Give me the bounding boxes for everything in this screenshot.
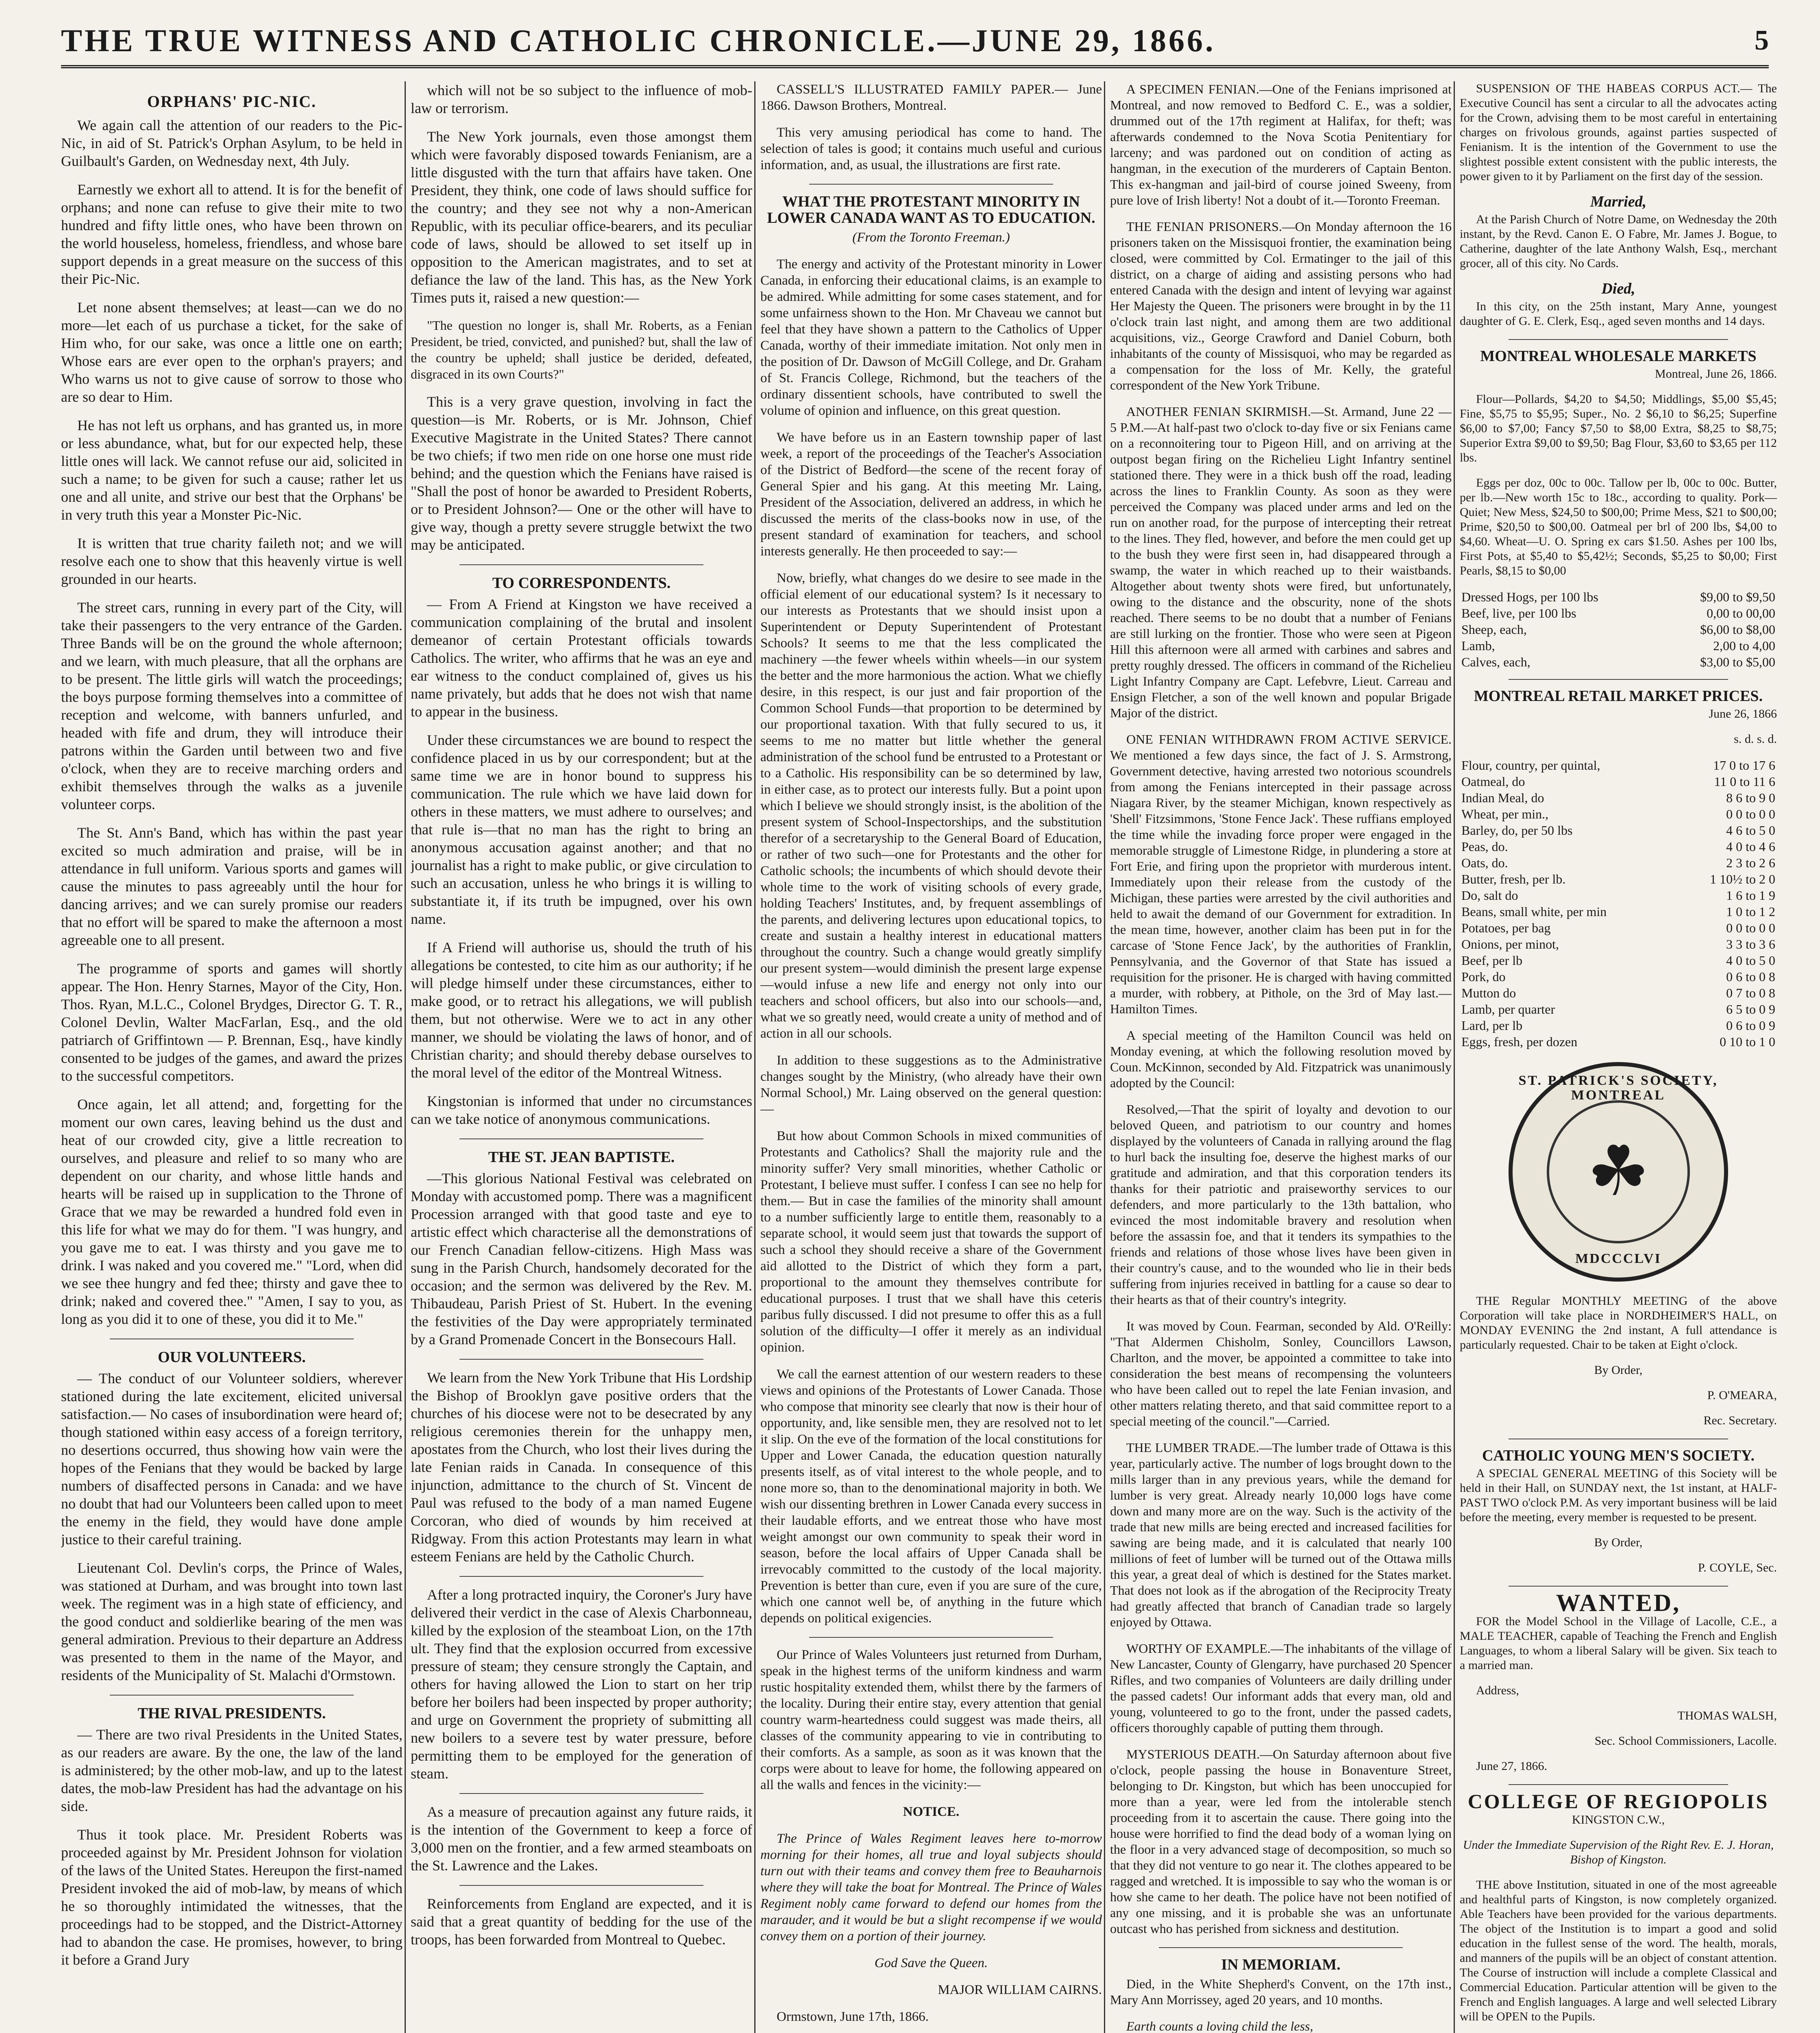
paragraph: Ormstown, June 17th, 1866. (777, 2009, 929, 2024)
price: 4 6 to 5 0 (1726, 823, 1775, 838)
item: Barley, do, per 50 lbs (1461, 823, 1573, 838)
price: 1 10½ to 2 0 (1710, 872, 1775, 886)
price: $6,00 to $8,00 (1700, 622, 1775, 637)
god-save-the-queen: God Save the Queen. (874, 1956, 988, 1970)
table-row (1460, 936, 1777, 952)
paragraph: Died, in the White Shepherd's Convent, on the 17th inst., Mary Ann Morrissey, aged 20 years, and 10 months. (1110, 1976, 1452, 2007)
price: 0 0 to 0 0 (1726, 921, 1775, 935)
table-row (1460, 920, 1777, 936)
article-heading-to-correspondents: TO CORRESPONDENTS. (492, 575, 671, 592)
price: 17 0 to 17 6 (1713, 758, 1775, 773)
item: Potatoes, per bag (1461, 921, 1551, 935)
paragraph: THE above Institution, situated in one of the most agreeable and healthful parts of Kingston, is now completely organized. Able Teachers have been provided for the various departments. The object of the Institution is to impart a good and solid education in the fullest sense of the word. The health, morals, and manners of the pupils will be an object of constant attention. The Course of instruction will include a complete Classical and Commercial Education. Particular attention will be given to the French and English languages. A large and well selected Library will be OPEN to the Pupils. (1460, 1878, 1777, 2023)
paragraph: ANOTHER FENIAN SKIRMISH.—St. Armand, June 22 — 5 P.M.—At half-past two o'clock to-day five or six Fenians came on a reconnoitering tour to Pigeon Hill, and on arriving at the outpost began firing on the Richelieu Light Infantry sentinel stationed there. They were in a thick bush off the road, leading across the lines to Franklin County. As soon as they were perceived the Company was placed under arms and led on the run on another road, for the purpose of intercepting their retreat to the lines. They fled, however, and before the men could get up to the bush they were first seen in, had disappeared through a swamp, the water in which reached up to their waistbands. Altogether about twenty shots were fired, but unfortunately, owing to the distance and the obscurity, none of the shots reached. There seems to be no doubt that a number of Fenians are still lurking on the frontier. Those who were seen at Pigeon Hill this afternoon were all armed with carbines and sabres and pretty roughly dressed. The officers in command of the Richelieu Light Infantry Company are Capt. Lefebvre, Lieut. Carreau and Ensign Fletcher, a son of the well known and popular Brigade Major of the district. (1110, 404, 1452, 720)
paragraph: MYSTERIOUS DEATH.—On Saturday afternoon about five o'clock, people passing the house in Bonaventure Street, belonging to Dr. Kingston, but which has been unoccupied for more than a year, were led from the intolerable stench proceeding from it to ascertain the cause. There going into the house were horrified to find the dead body of a woman lying on the floor in a very advanced stage of decomposition, so much so that they did not venture to go near it. The clothes appeared to be ragged and wretched. It is impossible to say who the woman is or how she came to her death. The police have not been notified of any one missing, and it is probable she was an unfortunate outcast who has perished from sickness and destitution. (1110, 1747, 1452, 1936)
memorial-poem (1110, 2018, 1452, 2033)
paragraph: But how about Common Schools in mixed communities of Protestants and Catholics? Shall the majority rule and the minority suffer? Very small minorities, whether Catholic or Protestant, I believe must suffer. I confess I can see no help for them.— But in case the families of the minority shall amount to a number sufficiently large to entitle them, reasonably to a separate school, it would seem just that towards the support of such a school they should receive a share of the Government aid allotted to the District of which they form a part, proportional to the amount they themselves contribute for educational purposes. I trust that we shall have this ceteris paribus fully discussed. I did not presume to offer this as a full solution of the difficulty—I offer it merely as an individual opinion. (760, 1129, 1102, 1355)
shamrock-icon: ☘ (1547, 1100, 1690, 1243)
paragraph: The energy and activity of the Protestant minority in Lower Canada, in enforcing their educational claims, is an example to be admired. While admitting for some cases statement, and for some unfairness shown to the Hon. Mr Chaveau we cannot but feel that they have shown a pattern to the Catholics of Upper Canada, worthy of their immediate imitation. Not only men in the position of Dr. Dawson of McGill College, and Dr. Graham of St. Francis College, Richmond, but the teachers of the ordinary dissentient schools, have contributed to swell the volume of opinion and influence, on this great question. (760, 257, 1102, 418)
column-rule (1454, 81, 1455, 2033)
paragraph: At the Parish Church of Notre Dame, on Wednesday the 20th instant, by the Revd. Canon E. O Fabre, Mr. James J. Bogue, to Catherine, daughter of the late Anthony Walsh, Esq., merchant grocer, all of this city. No Cards. (1460, 213, 1777, 270)
table-row (1460, 806, 1777, 822)
table-row (1460, 654, 1777, 670)
paragraph: The Prince of Wales Regiment leaves here to-morrow morning for their homes, all true and loyal subjects should turn out with their teams and convey them free to Beauharnois where they will take the boat for Montreal. The Prince of Wales Regiment nobly came forward to defend our homes from the marauder, and it would be but a slight recompense if we would convey them on a portion of their journey. (760, 1831, 1102, 1944)
by-order: By Order, (1594, 1363, 1643, 1377)
item: Oatmeal, do (1461, 774, 1525, 789)
article-heading-our-volunteers: OUR VOLUNTEERS. (158, 1349, 306, 1366)
heading-married: Married, (1590, 193, 1647, 210)
separator (1159, 1947, 1403, 1948)
paragraph: Thus it took place. Mr. President Roberts was proceeded against by Mr. President Johnson for violation of the laws of the United States. Hereupon the first-named President invoked the aid of mob-law, by means of which he so thoroughly intimidated the witnesses, that the proceedings had to be stopped, and the District-Attorney had to abandon the case. He promises, however, to bring it before a Grand Jury (61, 1826, 403, 1968)
price: 2,00 to 4,00 (1713, 638, 1775, 653)
item: Beef, per lb (1461, 953, 1523, 968)
ad-date: June 27, 1866. (1476, 1759, 1547, 1773)
paragraph: This is a very grave question, involving in fact the question—is Mr. Roberts, or is Mr. Johnson, Chief Executive Magistrate in the United States? There cannot be two chiefs; if two men ride on one horse one must ride behind; and the question which the Fenians have raised is "Shall the post of honor be awarded to President Roberts, or to President Johnson?— One or the other will have to give way, though a pretty severe struggle betwixt the two may be anticipated. (411, 394, 752, 553)
paragraph: The New York journals, even those amongst them which were favorably disposed towards Fenianism, are a little disgusted with the turn that affairs have taken. One President, they think, one code of laws should suffice for the country; and they see not why a non-American Republic, with its peculiar office-bearers, and its peculiar code of laws, should be allowed to set itself up in opposition to the American magistrates, and to set at defiance the law of the land. This has, as the New York Times puts it, raised a new question:— (411, 128, 752, 306)
table-row (1460, 638, 1777, 654)
paragraph: which will not be so subject to the influence of mob-law or terrorism. (411, 82, 752, 116)
article-heading-in-memoriam: IN MEMORIAM. (1221, 1956, 1341, 1973)
column-rule (754, 81, 755, 2033)
column-1 (61, 81, 403, 2033)
table-row (1460, 605, 1777, 621)
table-row (1460, 985, 1777, 1001)
price: 4 0 to 4 6 (1726, 839, 1775, 854)
market-date: June 26, 1866 (1709, 707, 1777, 720)
paragraph: Resolved,—That the spirit of loyalty and devotion to our beloved Queen, and patriotism to our country and homes displayed by the volunteers of Canada in rallying around the flag to hurl back the insulting foe, deserve the highest marks of our gratitude and admiration, and that this corporation tenders its thanks for their patriotic and praiseworthy services to our defenders, and more particularly to the 13th battalion, who evinced the most indomitable bravery and resolution when before the assassin foe, and that it tenders its sympathies to the friends and relations of those whose lives have been given in their country's cause, and to the wounded who lie in their beds suffering from injuries received in battling for a cause so dear to their hearts as that of their country's integrity. (1110, 1102, 1452, 1307)
price: $3,00 to $5,00 (1700, 655, 1775, 669)
table-row (1460, 1017, 1777, 1034)
page-number: 5 (1755, 25, 1769, 56)
paragraph: THE FENIAN PRISONERS.—On Monday afternoon the 16 prisoners taken on the Missisquoi frontier, the examination being closed, were committed by Col. Ermatinger to the jail of this district, on a charge of aiding and assisting persons who had entered Canada with the design and intent of levying war against Her Majesty the Queen. The prisoners were brought in by the 11 o'clock train last night, and among them are two additional acquisitions, viz., George Crawford and Daniel Coburn, both inhabitants of the county of Missisquoi, who may be regarded as a compensation for the loss of Mr. Kelly, the grateful correspondent of the New York Tribune. (1110, 219, 1452, 392)
separator (1509, 1586, 1728, 1587)
price: 8 6 to 9 0 (1726, 790, 1775, 805)
item: Calves, each, (1461, 655, 1530, 669)
item: Flour, country, per quintal, (1461, 758, 1600, 773)
college-supervision: Under the Immediate Supervision of the Right Rev. E. J. Horan, Bishop of Kingston. (1463, 1838, 1774, 1866)
item: Indian Meal, do (1461, 790, 1544, 805)
heading-wanted: WANTED, (1556, 1589, 1681, 1616)
item: Pork, do (1461, 969, 1506, 984)
paragraph: THE Regular MONTHLY MEETING of the above Corporation will take place in NORDHEIMER'S HALL, on MONDAY EVENING the 2nd instant, A full attendance is particularly requested. Chair to be taken at Eight o'clock. (1460, 1294, 1777, 1352)
item: Wheat, per min., (1461, 807, 1549, 821)
article-heading-st-jean-baptiste: THE ST. JEAN BAPTISTE. (488, 1149, 675, 1166)
column-4 (1110, 81, 1452, 2033)
paragraph: A SPECIMEN FENIAN.—One of the Fenians imprisoned at Montreal, and now removed to Bedford C. E., was a soldier, drummed out of the 17th regiment at Halifax, for theft; was afterwards condemned to the Nova Scotia Penitentiary for larceny; and was pardoned out on condition of acting as hangman, in the execution of the murderers of Captain Benton. This ex-hangman and jail-bird of course joined Sweeny, from pure love of Irish liberty! Not a doubt of it.—Toronto Freeman. (1110, 82, 1452, 207)
article-heading-orphans-picnic: ORPHANS' PIC-NIC. (147, 92, 317, 111)
price: 0 0 to 0 0 (1726, 807, 1775, 821)
heading-wholesale-markets: MONTREAL WHOLESALE MARKETS (1480, 348, 1757, 365)
paragraph: Let none absent themselves; at least—can we do no more—let each of us purchase a ticket, for the sake of Him who, for our sake, was once a little one on earth; Whose ears are ever open to the orphan's prayers; and Who warns us not to give cause of sorrow to those who are so dear to Him. (61, 299, 403, 405)
paragraph: It was moved by Coun. Fearman, seconded by Ald. O'Reilly: "That Aldermen Chisholm, Sonley, Councillors Lawson, Charlton, and the mover, be appointed a committee to take into consideration the best means of recompensing the volunteers who have been called out to repel the late Fenian invasion, and other matters relating thereto, and that said committee report to a special meeting of the council."—Carried. (1110, 1319, 1452, 1428)
item: Mutton do (1461, 986, 1516, 1000)
separator (459, 1576, 703, 1577)
paragraph: —This glorious National Festival was celebrated on Monday with accustomed pomp. There was a magnificent Procession arranged with that good taste and eye to artistic effect which characterise all the demonstrations of our French Canadian fellow-citizens. High Mass was sung in the Parish Church, handsomely decorated for the occasion; and the sermon was delivered by the Rev. M. Thibaudeau, Parish Priest of St. Hubert. In the evening the festivities of the Day were appropriately terminated by a Grand Promenade Concert in the Bonsecours Hall. (411, 1170, 752, 1347)
item: Dressed Hogs, per 100 lbs (1461, 590, 1598, 604)
paragraph: Flour—Pollards, $4,20 to $4,50; Middlings, $5,00 $5,45; Fine, $5,75 to $5,95; Super., No. 2 $6,10 to $6,25; Superfine $6,00 to $7,00; Fancy $7,50 to $8,00 Extra, $8,25 to $8,75; Superior Extra $9,00 to $9,50; Bag Flour, $3,60 to $3,65 per 112 lbs. (1460, 392, 1777, 464)
seal-year: MDCCCLVI (1575, 1251, 1661, 1266)
price: 0 6 to 0 8 (1726, 969, 1775, 984)
table-row (1460, 773, 1777, 790)
separator (809, 184, 1053, 185)
table-row (1460, 855, 1777, 871)
paragraph: The street cars, running in every part of the City, will take their passengers to the very entrance of the Garden. Three Bands will be on the ground the whole afternoon; and we learn, with much pleasure, that all the orphans are to be present. The little girls will watch the proceedings; the boys purpose forming themselves into a committee of reception and welcome, with banners unfurled, and headed with fife and drum, they will introduce their patrons within the Garden until between two and five o'clock, when they are to receive marching orders and exhibit themselves through the walks as a juvenile volunteer corps. (61, 599, 403, 812)
price: 0 7 to 0 8 (1726, 986, 1775, 1000)
paragraph: CASSELL'S ILLUSTRATED FAMILY PAPER.— June 1866. Dawson Brothers, Montreal. (760, 82, 1102, 113)
item: Eggs, fresh, per dozen (1461, 1034, 1578, 1049)
separator (110, 1695, 354, 1696)
table-row (1460, 621, 1777, 638)
paragraph: If A Friend will authorise us, should the truth of his allegations be contested, to cite him as our authority; if he will pledge himself under these circumstances, either to make good, or to retract his allegations, we will publish them, but not otherwise. Were we to act in any other manner, we should be violating the laws of honor, and of Christian charity; and should thereby debase ourselves to the moral level of the editor of the Montreal Witness. (411, 939, 752, 1081)
paragraph: Now, briefly, what changes do we desire to see made in the official element of our educational system? Is it necessary to our interests as Protestants that we should insist upon a Superintendent or Deputy Superintendent of Protestant Schools? It seems to me that the less complicated the machinery —the fewer wheels within wheels—in our system the better and the more harmonious the action. What we chiefly desire, in this respect, is our just and fair proportion of the Common School Funds—that proportion to be determined by our proportional taxation. With that fully secured to us, it seems to me no matter but little whether the general administration of the school fund be entrusted to a Protestant or to a Catholic. His responsibility can be so determined by law, in either case, as to protect our interests fully. But a point upon which I believe we should strongly insist, is the abolition of the present system of School-Inspectorships, and the substitution therefor of a secretaryship to the General Board of Education, or rather of two such—one for Protestants and the other for Catholic schools; the incumbents of which should devote their whole time to the work of visiting schools of every grade, holding Teachers' Institutes, and, by frequent assemblings of the parents, and delivering lectures upon educational topics, to create and sustain a healthy interest in educational matters throughout the country. Such a change would greatly simplify our present system—would diminish the present large expense—would infuse a new life and energy not only into our teachers and school officers, but also into our schools—and, what we so greatly need, would create a unity of method and of action in all our schools. (760, 571, 1102, 1041)
paragraph: Our Prince of Wales Volunteers just returned from Durham, speak in the highest terms of the uniform kindness and warm rustic hospitality extended them, whilst there by the farmers of the locality. During their entire stay, every attention that genial country warm-heartedness could suggest was made theirs, all classes of the community appearing to vie in contributing to their comforts. As a sample, as soon as it was known that the corps were about to leave for home, the following appeared on all the walls and fences in the vicinity:— (760, 1648, 1102, 1792)
table-row (1460, 790, 1777, 806)
heading-college-of-regiopolis: COLLEGE OF REGIOPOLIS (1467, 1790, 1769, 1813)
newspaper-title: THE TRUE WITNESS AND CATHOLIC CHRONICLE.—JUNE 29, 1866. (61, 23, 1216, 58)
table-row (1460, 757, 1777, 773)
signature: P. O'MEARA, (1707, 1389, 1777, 1402)
signature-role: Sec. School Commissioners, Lacolle. (1594, 1734, 1777, 1748)
price: 0 10 to 1 0 (1720, 1034, 1775, 1049)
signature: THOMAS WALSH, (1677, 1709, 1777, 1722)
price: $9,00 to $9,50 (1700, 590, 1775, 604)
paragraph: SUSPENSION OF THE HABEAS CORPUS ACT.— The Executive Council has sent a circular to all the advocates acting for the Crown, advising them to be most careful in entertaining charges on frivolous grounds, against parties suspected of Fenianism. It is the intention of the Government to use the slightest possible extent consistent with the public interests, the power given to it by Parliament on the first day of the session. (1460, 82, 1777, 183)
address-label: Address, (1476, 1684, 1519, 1697)
paragraph: A special meeting of the Hamilton Council was held on Monday evening, at which the following resolution moved by Coun. McKinnon, seconded by Ald. Fitzpatrick was unanimously adopted by the Council: (1110, 1028, 1452, 1090)
table-row (1460, 969, 1777, 985)
notice-heading: NOTICE. (903, 1804, 960, 1819)
price: 6 5 to 0 9 (1726, 1002, 1775, 1016)
paragraph: The St. Ann's Band, which has within the past year excited so much admiration and praise, will be in attendance in full uniform. Various sports and games will cause the minutes to pass agreeably until the hour for dancing arrives; and we can surely promise our readers that no effort will be spared to make the afternoon a most agreeable one to all present. (61, 825, 403, 948)
item: Peas, do. (1461, 839, 1508, 854)
heading-catholic-young-mens-society: CATHOLIC YOUNG MEN'S SOCIETY. (1482, 1447, 1755, 1464)
paragraph: We have before us in an Eastern township paper of last week, a report of the proceedings of the Teacher's Association of the District of Bedford—the scene of the recent foray of General Spier and his gang. At this meeting Mr. Laing, President of the Association, delivered an address, in which he discussed the merits of the class-books now in use, of the present standard of examination for teachers, and school interests generally. He then proceeded to say:— (760, 430, 1102, 559)
separator (1509, 1784, 1728, 1785)
paragraph: THE LUMBER TRADE.—The lumber trade of Ottawa is this year, particularly active. The number of logs brought down to the mills larger than in any previous years, while the demand for lumber is very great. Already nearly 10,000 logs have come down and many more are on the way. Such is the activity of the trade that new mills are being erected and increased facilities for sawing are being made, and it is calculated that nearly 100 millions of feet of lumber will be turned out of the Ottawa mills this year, a great deal of which is destined for the States market. That does not look as if the abrogation of the Reciprocity Treaty had greatly affected that branch of Canadian trade so largely enjoyed by Ottawa. (1110, 1440, 1452, 1629)
paragraph: This very amusing periodical has come to hand. The selection of tales is good; it contains much useful and curious information, and, as usual, the illustrations are first rate. (760, 125, 1102, 172)
item: Beef, live, per 100 lbs (1461, 606, 1576, 620)
separator (809, 1637, 1053, 1638)
item: Do, salt do (1461, 888, 1518, 903)
price: 1 0 to 1 2 (1726, 904, 1775, 919)
paragraph: Reinforcements from England are expected, and it is said that a great quantity of bedding for the use of the troops, has been forwarded from Montreal to Quebec. (411, 1896, 752, 1948)
column-2 (411, 81, 752, 2033)
table-row (1460, 589, 1777, 605)
paragraph: In this city, on the 25th instant, Mary Anne, youngest daughter of G. E. Clerk, Esq., aged seven months and 14 days. (1460, 300, 1777, 328)
paragraph: Under these circumstances we are bound to respect the confidence placed in us by our correspondent; but at the same time we are in honor bound to suppress his communication. The rule which we have laid down for others in these matters, we must adhere to ourselves; and that rule is—that no man has the right to bring an anonymous accusation against another; and that no journalist has a right to make public, or give circulation to such an accusation, unless he who brings it is willing to substantiate it, if its truth be impugned, over his own name. (411, 732, 752, 927)
price: 2 3 to 2 6 (1726, 855, 1775, 870)
paragraph: Kingstonian is informed that under no circumstances can we take notice of anonymous communications. (411, 1093, 752, 1127)
paragraph: — From A Friend at Kingston we have received a communication complaining of the brutal and insolent demeanor of certain Protestant officials towards Catholics. The writer, who affirms that he was an eye and ear witness to the conduct complained of, gives us his name privately, but adds that he does not wish that name to appear in the business. (411, 596, 752, 720)
paragraph: Lieutenant Col. Devlin's corps, the Prince of Wales, was stationed at Durham, and was brought into town last week. The regiment was in a high state of efficiency, and the good conduct and soldierlike bearing of the men was general admiration. Previous to their departure an Address was presented to them in the name of the Mayor, and residents of the Municipality of St. Malachi d'Ormstown. (61, 1560, 403, 1683)
seal-ring-text: ST. PATRICK'S SOCIETY, MONTREAL (1518, 1073, 1718, 1103)
paragraph: After a long protracted inquiry, the Coroner's Jury have delivered their verdict in the case of Alexis Charbonneau, killed by the explosion of the steamboat Lion, on the 17th ult. They find that the explosion occurred from excessive pressure of steam; they censure strongly the Captain, and others for having allowed the Lion to start on her trip before her boilers had been inspected by proper authority; and urge on Government the propriety of submitting all new boilers to a severe test by water pressure, before permitting them to be employed for the generation of steam. (411, 1587, 752, 1782)
table-row (1460, 903, 1777, 920)
paragraph: He has not left us orphans, and has granted us, in more or less abundance, what, but for our expected help, these little ones will lack. We cannot refuse our aid, solicited in such a name; to be given for such a cause; rather let us one and all unite, and strive our best that the Orphans' be in very truth this year a Monster Pic-Nic. (61, 417, 403, 523)
price: 4 0 to 5 0 (1726, 953, 1775, 968)
heading-died: Died, (1601, 280, 1635, 297)
column-rule (405, 81, 406, 2033)
price: 0 6 to 0 9 (1726, 1018, 1775, 1033)
signature-role: Rec. Secretary. (1703, 1414, 1777, 1427)
paragraph: WORTHY OF EXAMPLE.—The inhabitants of the village of New Lancaster, County of Glengarry, have purchased 20 Spencer Rifles, and two companies of Volunteers are daily drilling under the passed cadets! Our informant adds that every man, old and young, volunteered to go to the front, under the passed cadets, officers thoroughly capable of putting them through. (1110, 1641, 1452, 1735)
paragraph: It is written that true charity faileth not; and we will resolve each one to show that this heavenly virtue is well grounded in our hearts. (61, 535, 403, 587)
paragraph: The programme of sports and games will shortly appear. The Hon. Henry Starnes, Mayor of the City, Hon. Thos. Ryan, M.L.C., Colonel Brydges, Director G. T. R., Colonel Devlin, Walter MacFarlan, Esq., and the old patriarch of Griffintown — P. Brennan, Esq., have kindly consented to be judges of the games, and award the prizes to the successful competitors. (61, 960, 403, 1084)
article-heading-rival-presidents: THE RIVAL PRESIDENTS. (137, 1705, 326, 1722)
quotation: "The question no longer is, shall Mr. Roberts, as a Fenian President, be tried, convicted, and punished? but, shall the law of the country be upheld; shall justice be derided, defeated, disgraced in its own Courts?" (411, 318, 752, 381)
price: 1 6 to 1 9 (1726, 888, 1775, 903)
units-header: s. d. s. d. (1734, 732, 1777, 746)
paragraph: In addition to these suggestions as to the Administrative changes sought by the Ministry, (who already have their own Normal School,) Mr. Laing observed on the general question:— (760, 1053, 1102, 1117)
separator (459, 1885, 703, 1886)
price: 3 3 to 3 6 (1726, 937, 1775, 951)
item: Beans, small white, per min (1461, 904, 1607, 919)
retail-price-table (1460, 757, 1777, 1050)
heading-retail-market: MONTREAL RETAIL MARKET PRICES. (1474, 688, 1763, 705)
poem-line: Earth counts a loving child the less, (1126, 2019, 1313, 2033)
paragraph: As a measure of precaution against any future raids, it is the intention of the Government to keep a force of 3,000 men on the frontier, and a few armed steamboats on the St. Lawrence and the Lakes. (411, 1804, 752, 1874)
article-heading-protestant-minority: WHAT THE PROTESTANT MINORITY IN LOWER CANADA WANT AS TO EDUCATION. (767, 193, 1095, 226)
by-order: By Order, (1594, 1536, 1643, 1549)
source-credit: (From the Toronto Freeman.) (852, 230, 1010, 245)
table-row (1460, 952, 1777, 969)
paragraph: Earnestly we exhort all to attend. It is for the benefit of orphans; and none can refuse to give their mite to two hundred and fifty little ones, who have been thrown on the world houseless, homeless, friendless, and whose bare support depends in a great measure on the success of this their Pic-Nic. (61, 181, 403, 287)
price: 11 0 to 11 6 (1714, 774, 1775, 789)
wholesale-price-table (1460, 589, 1777, 670)
column-3 (760, 81, 1102, 2033)
price: 0,00 to 00,00 (1707, 606, 1775, 620)
item: Lard, per lb (1461, 1018, 1523, 1033)
paragraph: We again call the attention of our readers to the Pic-Nic, in aid of St. Patrick's Orphan Asylum, to be held in Guilbault's Garden, on Wednesday next, 4th July. (61, 117, 403, 169)
separator (1509, 339, 1728, 340)
table-row (1460, 871, 1777, 887)
paragraph: We learn from the New York Tribune that His Lordship the Bishop of Brooklyn gave positive orders that the churches of his diocese were not to be desecrated by any religious ceremonies therein for the unhappy men, apostates from the Church, who lost their lives during the late Fenian raids in Canada. In consequence of this injunction, admittance to the church of St. Vincent de Paul was refused to the body of a man named Eugene Corcoran, who died of wounds by him received at Ridgway. From this action Protestants may learn in what esteem Fenians are held by the Catholic Church. (411, 1369, 752, 1565)
separator (459, 1359, 703, 1360)
st-patricks-society-seal (1509, 1062, 1728, 1282)
item: Oats, do. (1461, 855, 1508, 870)
table-row (1460, 822, 1777, 838)
college-location: KINGSTON C.W., (1572, 1813, 1665, 1826)
item: Onions, per minot, (1461, 937, 1559, 951)
separator (1509, 679, 1728, 680)
item: Butter, fresh, per lb. (1461, 872, 1566, 886)
column-rule (1104, 81, 1105, 2033)
paragraph: Once again, let all attend; and, forgetting for the moment our own cares, leaving behind us the dust and heat of our crowded city, give a little recreation to ourselves, and pleasure and relief to so many who are dependent on our charity, and whose little hands and hearts will be raised up in supplication to the Throne of Grace that we may be rewarded a hundred fold even in this life for what we may do for them. "I was hungry, and you gave me to eat. I was thirsty and you gave me to drink. I was naked and you covered me." "Lord, when did we see thee hungry and fed thee; thirsty and gave thee to drink; naked and covered thee." "Amen, I say to you, as long as you did it to one of these, you did it to Me." (61, 1096, 403, 1327)
separator (459, 1138, 703, 1139)
paragraph: ONE FENIAN WITHDRAWN FROM ACTIVE SERVICE. We mentioned a few days since, the fact of J. S. Armstrong, Government detective, having arrested two notorious scoundrels from among the Fenians intercepted in their passage across Niagara River, by the steamer Michigan, known respectively as 'Shell' Fitzsimmons, 'Stone Fence Jack'. These ruffians employed the time while the invading force proper were engaged in the memorable struggle of Limestone Ridge, in plundering a store at Fort Erie, and firing upon the proprietor with murderous intent. Immediately upon their release from the custody of the Michigan, these parties were arrested by the civil authorities and held to await the demand of our Government for extradition. In the mean time, however, another claim has been put in for the carcase of 'Stone Fence Jack', by the authorities of Franklin, Pennsylvania, and the Governor of that State has issued a requisition for the prisoner. He is charged with having committed a murder, with robbery, at Pithole, on the 3rd of May last.—Hamilton Times. (1110, 732, 1452, 1016)
table-row (1460, 1034, 1777, 1050)
market-date: Montreal, June 26, 1866. (1655, 367, 1777, 381)
item: Lamb, (1461, 638, 1495, 653)
item: Lamb, per quarter (1461, 1002, 1555, 1016)
paragraph: — The conduct of our Volunteer soldiers, wherever stationed during the late excitement, elicited universal satisfaction.— No cases of insubordination were heard of; though stationed within easy access of a foreign territory, no desertions occurred, thus showing how vain were the hopes of the Fenians that they would be backed by large numbers of disaffected persons in Canada: and we have no doubt that had our Volunteers been called upon to meet the enemy in the field, they would have done ample justice to their careful training. (61, 1370, 403, 1548)
separator (459, 564, 703, 565)
column-5 (1460, 81, 1777, 2033)
paragraph: Eggs per doz, 00c to 00c. Tallow per lb, 00c to 00c. Butter, per lb.—New worth 15c to 18c., according to quality. Pork—Quiet; New Mess, $24,50 to $00,00; Prime Mess, $21 to $00,00; Prime, $20,50 to $00,00. Oatmeal per brl of 200 lbs, $4,00 to $4,60. Wheat—U. O. Spring ex cars $1.50. Ashes per 100 lbs, First Pots, at $5,40 to $5,42½; Seconds, $5,25 to $0,00; First Pearls, $8,15 to $0,00 (1460, 476, 1777, 577)
separator (459, 1793, 703, 1794)
signature: P. COYLE, Sec. (1698, 1561, 1777, 1574)
paragraph: — There are two rival Presidents in the United States, as our readers are aware. By the one, the law of the land is administered; by the other mob-law, and up to the latest dates, the mob-law President has had the advantage on his side. (61, 1726, 403, 1814)
table-row (1460, 1001, 1777, 1017)
item: Sheep, each, (1461, 622, 1527, 637)
table-row (1460, 887, 1777, 903)
paragraph: A SPECIAL GENERAL MEETING of this Society will be held in their Hall, on SUNDAY next, the 1st instant, at HALF-PAST TWO o'clock P.M. As very important business will be laid before the meeting, every member is requested to be present. (1460, 1467, 1777, 1524)
paragraph: FOR the Model School in the Village of Lacolle, C.E., a MALE TEACHER, capable of Teaching the French and English Languages, to whom a liberal Salary will be given. Six teach to a married man. (1460, 1615, 1777, 1672)
table-row (1460, 838, 1777, 855)
masthead (61, 16, 1769, 68)
paragraph: We call the earnest attention of our western readers to these views and opinions of the Protestants of Lower Canada. Those who compose that minority see clearly that now is their hour of opportunity, and, like sensible men, they are resolved not to let it slip. On the eve of the formation of the local constitutions for Upper and Lower Canada, the education question naturally presents itself, as of vital interest to the whole people, and to none more so, than to the denominational majority in both. We wish our dissenting brethren in Lower Canada every success in their laudable efforts, and we entreat those who have most weight amongst our own community to speak their word in season, before the local affairs of Upper Canada shall be irrevocably committed to the custody of the local majority. Prevention is better than cure, even if you are sure of the cure, which one cannot well be, of anything in the future which depends on political exigencies. (760, 1367, 1102, 1626)
signature: MAJOR WILLIAM CAIRNS. (938, 1983, 1102, 1997)
